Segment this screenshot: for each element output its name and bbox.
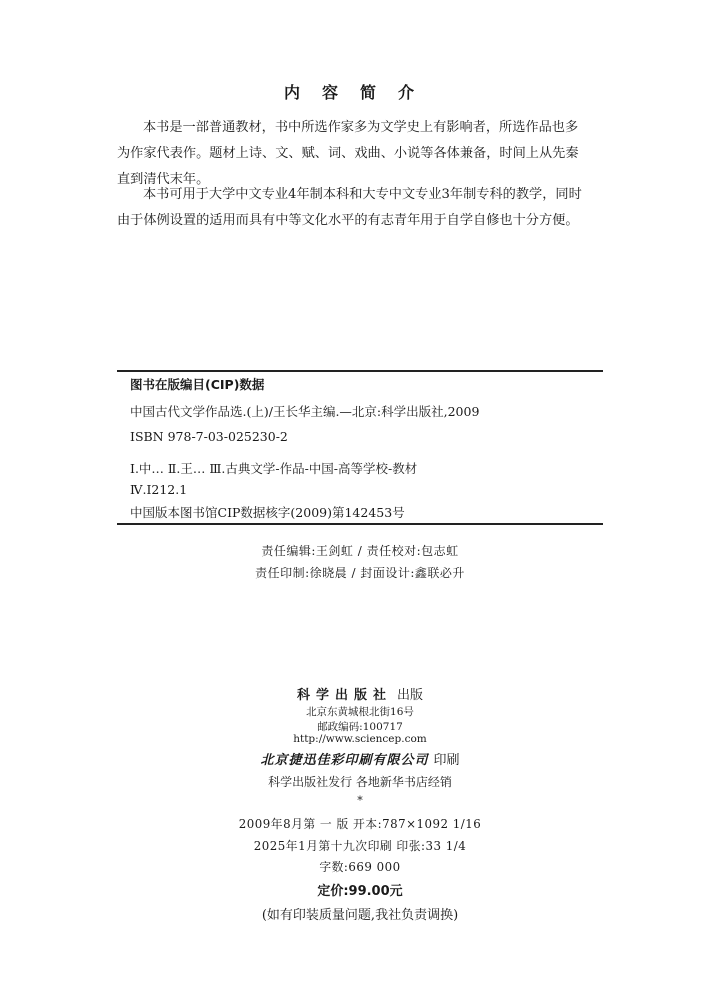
cip-title-line: 中国古代文学作品选.(上)/王长华主编.—北京:科学出版社,2009 <box>130 404 480 419</box>
summary-title: 内容简介 <box>283 83 436 102</box>
publisher-postcode: 邮政编码:100717 <box>317 721 403 733</box>
word-count: 字数:669 000 <box>319 860 401 874</box>
cip-isbn: ISBN 978-7-03-025230-2 <box>130 429 288 444</box>
credits-editors: 责任编辑:王剑虹 / 责任校对:包志虹 <box>261 544 459 558</box>
cip-heading: 图书在版编目(CIP)数据 <box>130 377 265 392</box>
printer-name: 北京捷迅佳彩印刷有限公司 <box>260 753 429 768</box>
cip-classification: Ⅰ.中… Ⅱ.王… Ⅲ.古典文学-作品-中国-高等学校-教材 <box>130 461 418 476</box>
publisher-name: 科学出版社 <box>296 688 392 703</box>
cip-number: 中国版本图书馆CIP数据核字(2009)第142453号 <box>130 505 405 520</box>
publisher-suffix: 出版 <box>397 688 424 703</box>
distribution: 科学出版社发行 各地新华书店经销 <box>268 775 452 789</box>
summary-paragraph-1: 本书是一部普通教材，书中所选作家多为文学史上有影响者，所选作品也多为作家代表作。题材上诗、文、赋、词、戏曲、小说等各体兼备，时间上从先秦直到清代末年。 <box>117 120 579 187</box>
printer-line <box>0 749 720 768</box>
publisher-line <box>0 684 720 703</box>
summary-paragraph-2: 本书可用于大学中文专业4年制本科和大专中文专业3年制专科的教学，同时由于体例设置的适用而具有中等文化水平的有志青年用于自学自修也十分方便。 <box>117 187 582 228</box>
separator-asterisk: * <box>357 794 363 807</box>
publisher-address: 北京东黄城根北街16号 <box>306 706 414 718</box>
publisher-url: http://www.sciencep.com <box>293 733 427 745</box>
cip-class-number: Ⅳ.Ⅰ212.1 <box>130 482 188 497</box>
quality-notice: (如有印装质量问题,我社负责调换) <box>261 908 459 923</box>
credits-production: 责任印制:徐晓晨 / 封面设计:鑫联必升 <box>255 566 465 580</box>
edition-line: 2009年8月第 一 版 开本:787×1092 1/16 <box>238 817 482 831</box>
printer-suffix: 印刷 <box>433 753 460 768</box>
printing-line: 2025年1月第十九次印刷 印张:33 1/4 <box>253 839 467 853</box>
cip-bottom-rule <box>117 523 603 525</box>
cip-top-rule <box>117 370 603 372</box>
price: 定价:99.00元 <box>317 884 403 899</box>
